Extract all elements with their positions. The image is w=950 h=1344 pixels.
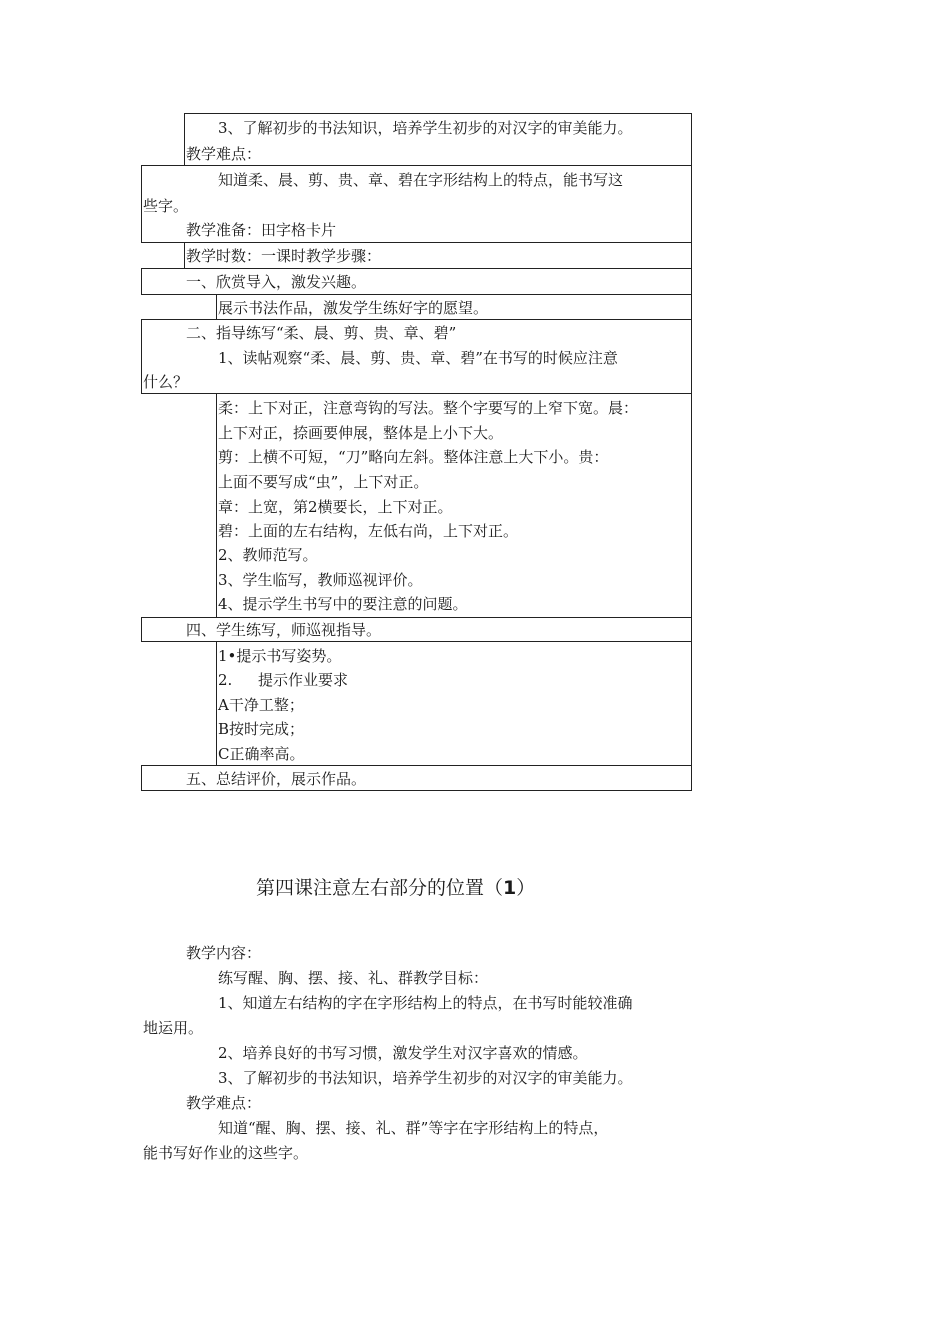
table-text: 教学准备：田字格卡片	[186, 221, 337, 239]
body-text: 教学内容：	[186, 944, 262, 962]
table-text: 提示作业要求	[258, 671, 349, 689]
table-text: B按时完成；	[218, 720, 305, 738]
body-text: 地运用。	[143, 1019, 204, 1037]
table-text: 碧：上面的左右结构，左低右尚，上下对正。	[218, 522, 519, 540]
table-text: 上面不要写成“虫”，上下对正。	[218, 473, 429, 491]
table-text: 3、学生临写，教师巡视评价。	[218, 571, 423, 589]
table-text: 教学时数：一课时教学步骤：	[186, 247, 382, 265]
body-text: 能书写好作业的这些字。	[143, 1144, 309, 1162]
body-text: 1、知道左右结构的字在字形结构上的特点，在书写时能较准确	[218, 994, 633, 1012]
table-text: 1•提示书写姿势。	[218, 647, 342, 665]
table-text: 1、读帖观察“柔、晨、剪、贵、章、碧”在书写的时候应注意	[218, 349, 618, 367]
body-text: 知道“醒、胸、摆、接、礼、群”等字在字形结构上的特点，	[218, 1119, 609, 1137]
table-text: 二、指导练写“柔、晨、剪、贵、章、碧”	[186, 324, 457, 342]
table-text: 什么？	[143, 373, 189, 391]
table-text: 3、了解初步的书法知识，培养学生初步的对汉字的审美能力。	[218, 119, 633, 137]
body-text: 3、了解初步的书法知识，培养学生初步的对汉字的审美能力。	[218, 1069, 633, 1087]
lesson-title-close: ）	[516, 877, 536, 899]
body-text: 2、培养良好的书写习惯，激发学生对汉字喜欢的情感。	[218, 1044, 588, 1062]
table-text: 剪：上横不可短，“刀”略向左斜。整体注意上大下小。贵：	[218, 448, 609, 466]
lesson-title-number: 1	[503, 877, 517, 899]
lesson-title	[256, 874, 535, 902]
table-text: 五、总结评价，展示作品。	[186, 770, 367, 788]
table-text: 教学难点：	[186, 145, 262, 163]
table-text: A干净工整；	[218, 696, 304, 714]
table-text: 些字。	[143, 197, 189, 215]
table-text: 上下对正，捺画要伸展，整体是上小下大。	[218, 424, 504, 442]
body-text: 练写醒、胸、摆、接、礼、群教学目标：	[218, 969, 489, 987]
table-text: 知道柔、晨、剪、贵、章、碧在字形结构上的特点，能书写这	[218, 171, 624, 189]
table-text: 柔：上下对正，注意弯钩的写法。整个字要写的上窄下宽。晨：	[218, 399, 639, 417]
table-text: 展示书法作品，激发学生练好字的愿望。	[218, 299, 489, 317]
table-text: 一、欣赏导入，激发兴趣。	[186, 273, 367, 291]
table-text: 四、学生练写，师巡视指导。	[186, 621, 382, 639]
table-text: C正确率高。	[218, 745, 305, 763]
table-text: 4、提示学生书写中的要注意的问题。	[218, 595, 468, 613]
table-text: 章：上宽，第2横要长，上下对正。	[218, 498, 453, 516]
table-text: 2、教师范写。	[218, 546, 318, 564]
table-list-number: 2.	[218, 671, 233, 689]
lesson-title-text: 第四课注意左右部分的位置（	[256, 877, 504, 899]
body-text: 教学难点：	[186, 1094, 262, 1112]
